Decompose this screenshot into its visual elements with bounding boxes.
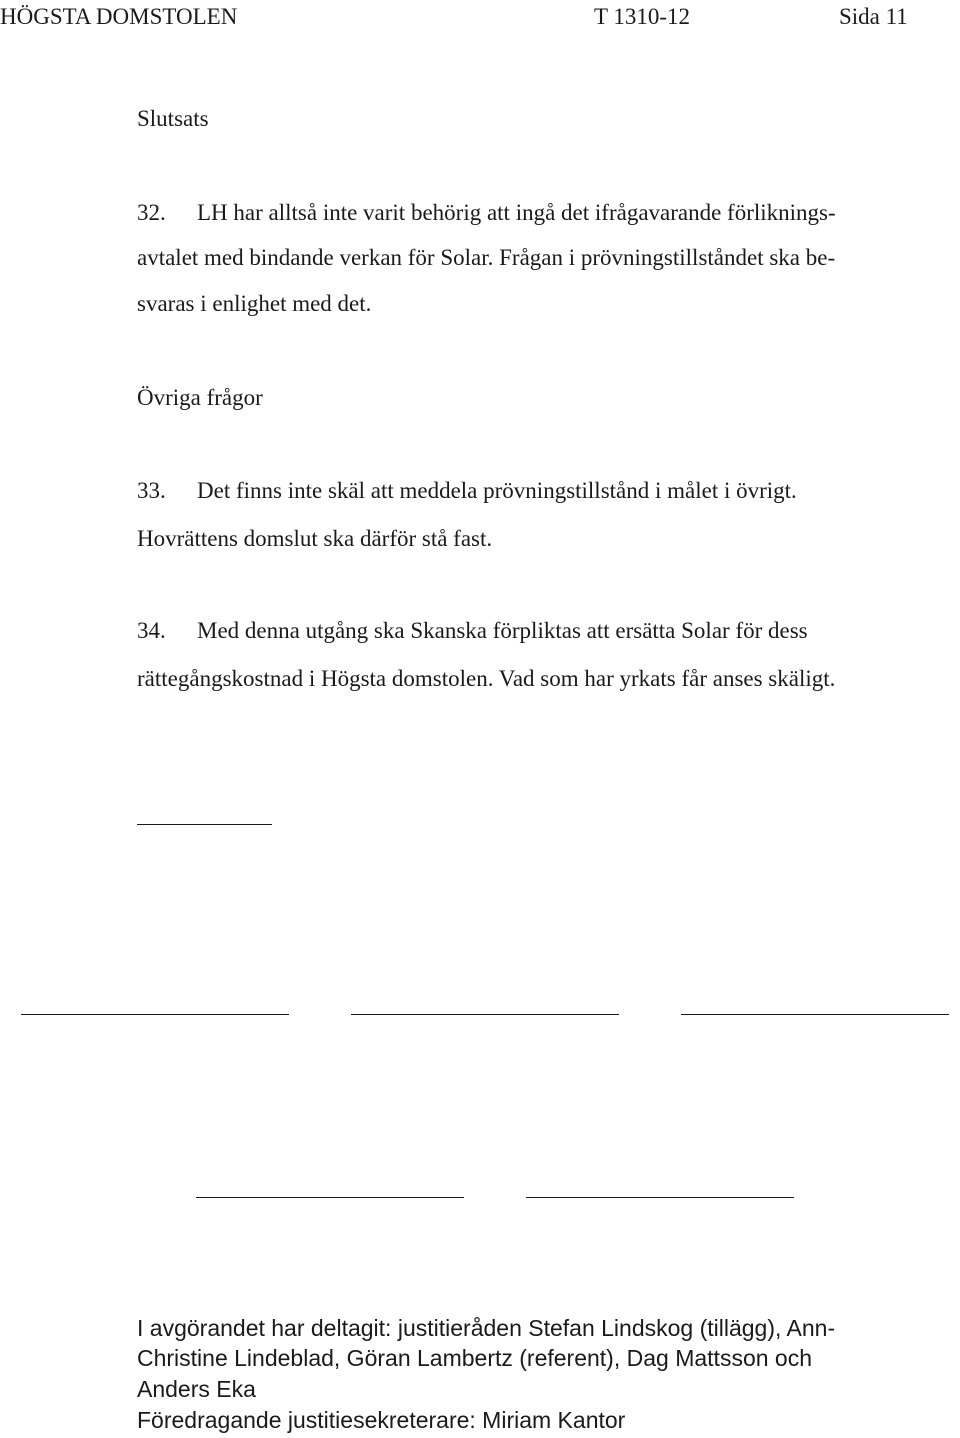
paragraph-32-line1	[137, 198, 836, 228]
participants-line3: Anders Eka	[137, 1376, 256, 1402]
paragraph-32-line2: avtalet med bindande verkan för Solar. Frågan i prövningstillståndet ska be-	[137, 245, 836, 270]
page-number: Sida 11	[839, 4, 908, 29]
paragraph-number: 32.	[137, 200, 166, 225]
paragraph-33-line1	[137, 476, 797, 506]
participants-line2: Christine Lindeblad, Göran Lambertz (referent), Dag Mattsson och	[137, 1345, 812, 1371]
paragraph-34-line2: rättegångskostnad i Högsta domstolen. Vad som har yrkats får anses skäligt.	[137, 666, 836, 691]
section-heading-conclusion: Slutsats	[137, 106, 209, 131]
paragraph-number: 34.	[137, 618, 166, 643]
section-heading-other: Övriga frågor	[137, 385, 263, 410]
paragraph-32-line3: svaras i enlighet med det.	[137, 291, 372, 316]
paragraph-33-line2: Hovrättens domslut ska därför stå fast.	[137, 526, 493, 551]
case-number: T 1310-12	[594, 4, 691, 29]
signature-line	[526, 1197, 794, 1198]
paragraph-34-line1	[137, 616, 808, 646]
separator-line	[137, 824, 272, 825]
signature-line	[21, 1014, 289, 1015]
paragraph-text: LH har alltså inte varit behörig att ingå det ifrågavarande förliknings-	[197, 200, 836, 225]
rapporteur: Föredragande justitiesekreterare: Miriam Kantor	[137, 1407, 626, 1433]
paragraph-text: Det finns inte skäl att meddela prövningstillstånd i målet i övrigt.	[197, 478, 797, 503]
court-name: HÖGSTA DOMSTOLEN	[0, 4, 238, 29]
signature-line	[681, 1014, 949, 1015]
paragraph-number: 33.	[137, 478, 166, 503]
participants-line1: I avgörandet har deltagit: justitieråden Stefan Lindskog (tillägg), Ann-	[137, 1315, 836, 1341]
signature-line	[196, 1197, 464, 1198]
paragraph-text: Med denna utgång ska Skanska förpliktas att ersätta Solar för dess	[197, 618, 808, 643]
signature-line	[351, 1014, 619, 1015]
